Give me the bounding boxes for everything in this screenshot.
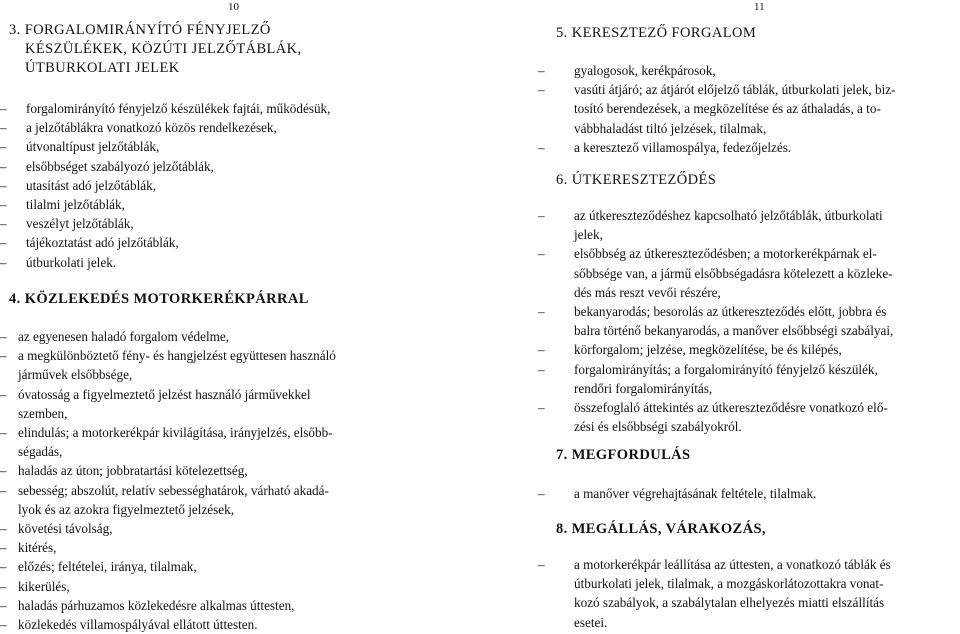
- list-item-line: rendőri forgalomirányítás,: [574, 380, 713, 396]
- right-page: [480, 0, 960, 629]
- section-6-list: [480, 206, 952, 436]
- list-item-line: óvatosság a figyelmeztető jelzést használó járművekkel: [18, 386, 311, 402]
- bullet-dash-icon: –: [0, 521, 7, 537]
- list-item: [0, 233, 420, 252]
- list-item-line: a motorkerékpár leállítása az úttesten, a vonatkozó táblák és: [574, 557, 891, 572]
- list-item-line: kozó szabályok, a szabálytalan elhelyezés miatti elszállítás: [574, 595, 885, 611]
- list-item-line: útburkolati jelek, tilalmak, a mozgáskorlátozottakra vonat-: [574, 576, 884, 592]
- list-item-line: gyalogosok, kerékpárosok,: [574, 63, 716, 78]
- bullet-dash-icon: –: [538, 63, 545, 78]
- bullet-dash-icon: –: [538, 246, 545, 262]
- list-item-line: ségadás,: [18, 444, 63, 460]
- section-6-title: 6. ÚTKERESZTEZŐDÉS: [556, 172, 717, 188]
- bullet-dash-icon: –: [538, 486, 545, 501]
- section-3-title-line: 3. FORGALOMIRÁNYÍTÓ FÉNYJELZŐ: [9, 22, 271, 38]
- list-item-line: veszélyt jelzőtáblák,: [26, 216, 134, 232]
- bullet-dash-icon: –: [0, 597, 7, 613]
- list-item: [480, 302, 952, 340]
- list-item: [0, 538, 410, 557]
- list-item-line: közlekedés villamospályával ellátott úttesten.: [18, 617, 258, 633]
- bullet-dash-icon: –: [0, 216, 7, 232]
- bullet-dash-icon: –: [0, 463, 7, 479]
- bullet-dash-icon: –: [0, 329, 7, 344]
- list-item-line: forgalomirányító fényjelző készülékek fajtái, működésük,: [26, 101, 331, 116]
- list-item-line: haladás párhuzamos közlekedésre alkalmas úttesten,: [18, 597, 295, 613]
- list-item-line: jelek,: [574, 227, 603, 243]
- bullet-dash-icon: –: [538, 400, 545, 416]
- list-item-line: esetei.: [574, 614, 608, 630]
- bullet-dash-icon: –: [0, 120, 7, 136]
- bullet-dash-icon: –: [0, 197, 7, 213]
- list-item-line: bekanyarodás; besorolás az útkereszteződés előtt, jobbra és: [574, 304, 887, 320]
- list-item-line: haladás az úton; jobbratartási kötelezettség,: [18, 463, 248, 479]
- list-item-line: tosító berendezések, a megközelítése és az áthaladás, a to-: [574, 101, 881, 117]
- list-item: [0, 118, 420, 137]
- bullet-dash-icon: –: [0, 139, 7, 155]
- bullet-dash-icon: –: [0, 158, 7, 174]
- list-item: [480, 360, 952, 398]
- bullet-dash-icon: –: [0, 617, 7, 633]
- list-item: [0, 214, 420, 233]
- bullet-dash-icon: –: [0, 254, 7, 270]
- list-item-line: járművek elsőbbsége,: [18, 367, 133, 383]
- list-item-line: előzés; feltételei, iránya, tilalmak,: [18, 559, 197, 575]
- list-item: [480, 80, 952, 138]
- list-item-line: sebesség; abszolút, relatív sebességhatárok, várható akadá-: [18, 482, 329, 498]
- section-5-title: 5. KERESZTEZŐ FORGALOM: [556, 25, 757, 41]
- page-number: 10: [228, 1, 239, 13]
- list-item: [0, 327, 410, 346]
- list-item: [480, 555, 952, 632]
- list-item: [0, 99, 420, 118]
- list-item: [480, 61, 952, 80]
- section-8-list: [480, 555, 952, 632]
- list-item: [0, 253, 420, 272]
- section-7-list: [480, 484, 952, 503]
- bullet-dash-icon: –: [0, 386, 7, 402]
- section-8-title: 8. MEGÁLLÁS, VÁRAKOZÁS,: [556, 521, 766, 537]
- section-3-title-line: KÉSZÜLÉKEK, KÖZÚTI JELZŐTÁBLÁK,: [25, 41, 302, 57]
- list-item-line: elindulás; a motorkerékpár kivilágítása, irányjelzés, elsőbb-: [18, 425, 333, 441]
- list-item: [480, 206, 952, 244]
- list-item-line: körforgalom; jelzése, megközelítése, be és kilépés,: [574, 342, 842, 358]
- list-item: [0, 176, 420, 195]
- section-5-list: [480, 61, 952, 157]
- list-item: [480, 398, 952, 436]
- bullet-dash-icon: –: [538, 82, 545, 98]
- section-3-list: [0, 99, 420, 272]
- section-7-title: 7. MEGFORDULÁS: [556, 447, 691, 463]
- list-item: [0, 423, 410, 461]
- section-3-title: [9, 21, 302, 78]
- list-item-line: kitérés,: [18, 540, 57, 556]
- bullet-dash-icon: –: [538, 139, 545, 155]
- list-item-line: sőbbsége van, a jármű elsőbbségadásra kötelezett a közleke-: [574, 265, 893, 281]
- list-item: [480, 138, 952, 157]
- bullet-dash-icon: –: [0, 348, 7, 364]
- list-item: [0, 519, 410, 538]
- list-item: [0, 557, 410, 576]
- section-3-title-line: ÚTBURKOLATI JELEK: [25, 60, 180, 76]
- list-item-line: vábbhaladást tiltó jelzések, tilalmak,: [574, 120, 767, 136]
- bullet-dash-icon: –: [0, 559, 7, 575]
- list-item-line: szemben,: [18, 405, 68, 421]
- bullet-dash-icon: –: [0, 578, 7, 594]
- list-item-line: kikerülés,: [18, 578, 70, 594]
- list-item-line: lyok és az azokra figyelmeztető jelzések,: [18, 501, 235, 517]
- list-item-line: elsőbbséget szabályozó jelzőtáblák,: [26, 158, 214, 174]
- left-page: [0, 0, 480, 633]
- list-item: [0, 596, 410, 615]
- list-item-line: útvonaltípust jelzőtáblák,: [26, 139, 160, 155]
- list-item-line: vasúti átjáró; az átjárót előjelző táblák, útburkolati jelek, biz-: [574, 82, 896, 98]
- list-item: [0, 615, 410, 634]
- list-item-line: tilalmi jelzőtáblák,: [26, 197, 125, 213]
- list-item-line: a megkülönböztető fény- és hangjelzést együttesen használó: [18, 348, 336, 364]
- list-item: [480, 244, 952, 302]
- list-item: [0, 137, 420, 156]
- list-item: [480, 340, 952, 359]
- bullet-dash-icon: –: [0, 177, 7, 193]
- list-item-line: az útkereszteződéshez kapcsolható jelzőtáblák, útburkolati: [574, 208, 883, 223]
- list-item-line: elsőbbség az útkereszteződésben; a motorkerékpárnak el-: [574, 246, 877, 262]
- list-item-line: követési távolság,: [18, 521, 113, 537]
- list-item: [0, 157, 420, 176]
- list-item-line: zési és elsőbbségi szabályokról.: [574, 419, 742, 435]
- list-item: [0, 481, 410, 519]
- bullet-dash-icon: –: [538, 361, 545, 377]
- list-item: [0, 461, 410, 480]
- bullet-dash-icon: –: [538, 304, 545, 320]
- list-item-line: tájékoztatást adó jelzőtáblák,: [26, 235, 179, 251]
- bullet-dash-icon: –: [0, 425, 7, 441]
- list-item-line: az egyenesen haladó forgalom védelme,: [18, 329, 230, 344]
- bullet-dash-icon: –: [538, 208, 545, 223]
- section-4-title: 4. KÖZLEKEDÉS MOTORKERÉKPÁRRAL: [9, 291, 309, 307]
- bullet-dash-icon: –: [0, 101, 7, 116]
- list-item-line: a keresztező villamospálya, fedezőjelzés.: [574, 139, 792, 155]
- bullet-dash-icon: –: [0, 482, 7, 498]
- list-item-line: összefoglaló áttekintés az útkereszteződésre vonatkozó elő-: [574, 400, 888, 416]
- list-item: [0, 577, 410, 596]
- list-item: [480, 484, 952, 503]
- list-item-line: dés más reszt vevői részére,: [574, 284, 721, 300]
- list-item-line: forgalomirányítás; a forgalomirányító fényjelző készülék,: [574, 361, 878, 377]
- list-item: [0, 385, 410, 423]
- bullet-dash-icon: –: [538, 342, 545, 358]
- bullet-dash-icon: –: [538, 557, 545, 572]
- list-item-line: balra történő bekanyarodás, a manőver elsőbbségi szabályai,: [574, 323, 894, 339]
- bullet-dash-icon: –: [0, 235, 7, 251]
- list-item-line: útburkolati jelek.: [26, 254, 117, 270]
- list-item-line: a jelzőtáblákra vonatkozó közös rendelkezések,: [26, 120, 277, 136]
- page-number: 11: [754, 1, 765, 13]
- section-4-list: [0, 327, 410, 634]
- list-item: [0, 346, 410, 384]
- list-item-line: utasítást adó jelzőtáblák,: [26, 177, 157, 193]
- bullet-dash-icon: –: [0, 540, 7, 556]
- list-item-line: a manőver végrehajtásának feltétele, tilalmak.: [574, 486, 817, 501]
- list-item: [0, 195, 420, 214]
